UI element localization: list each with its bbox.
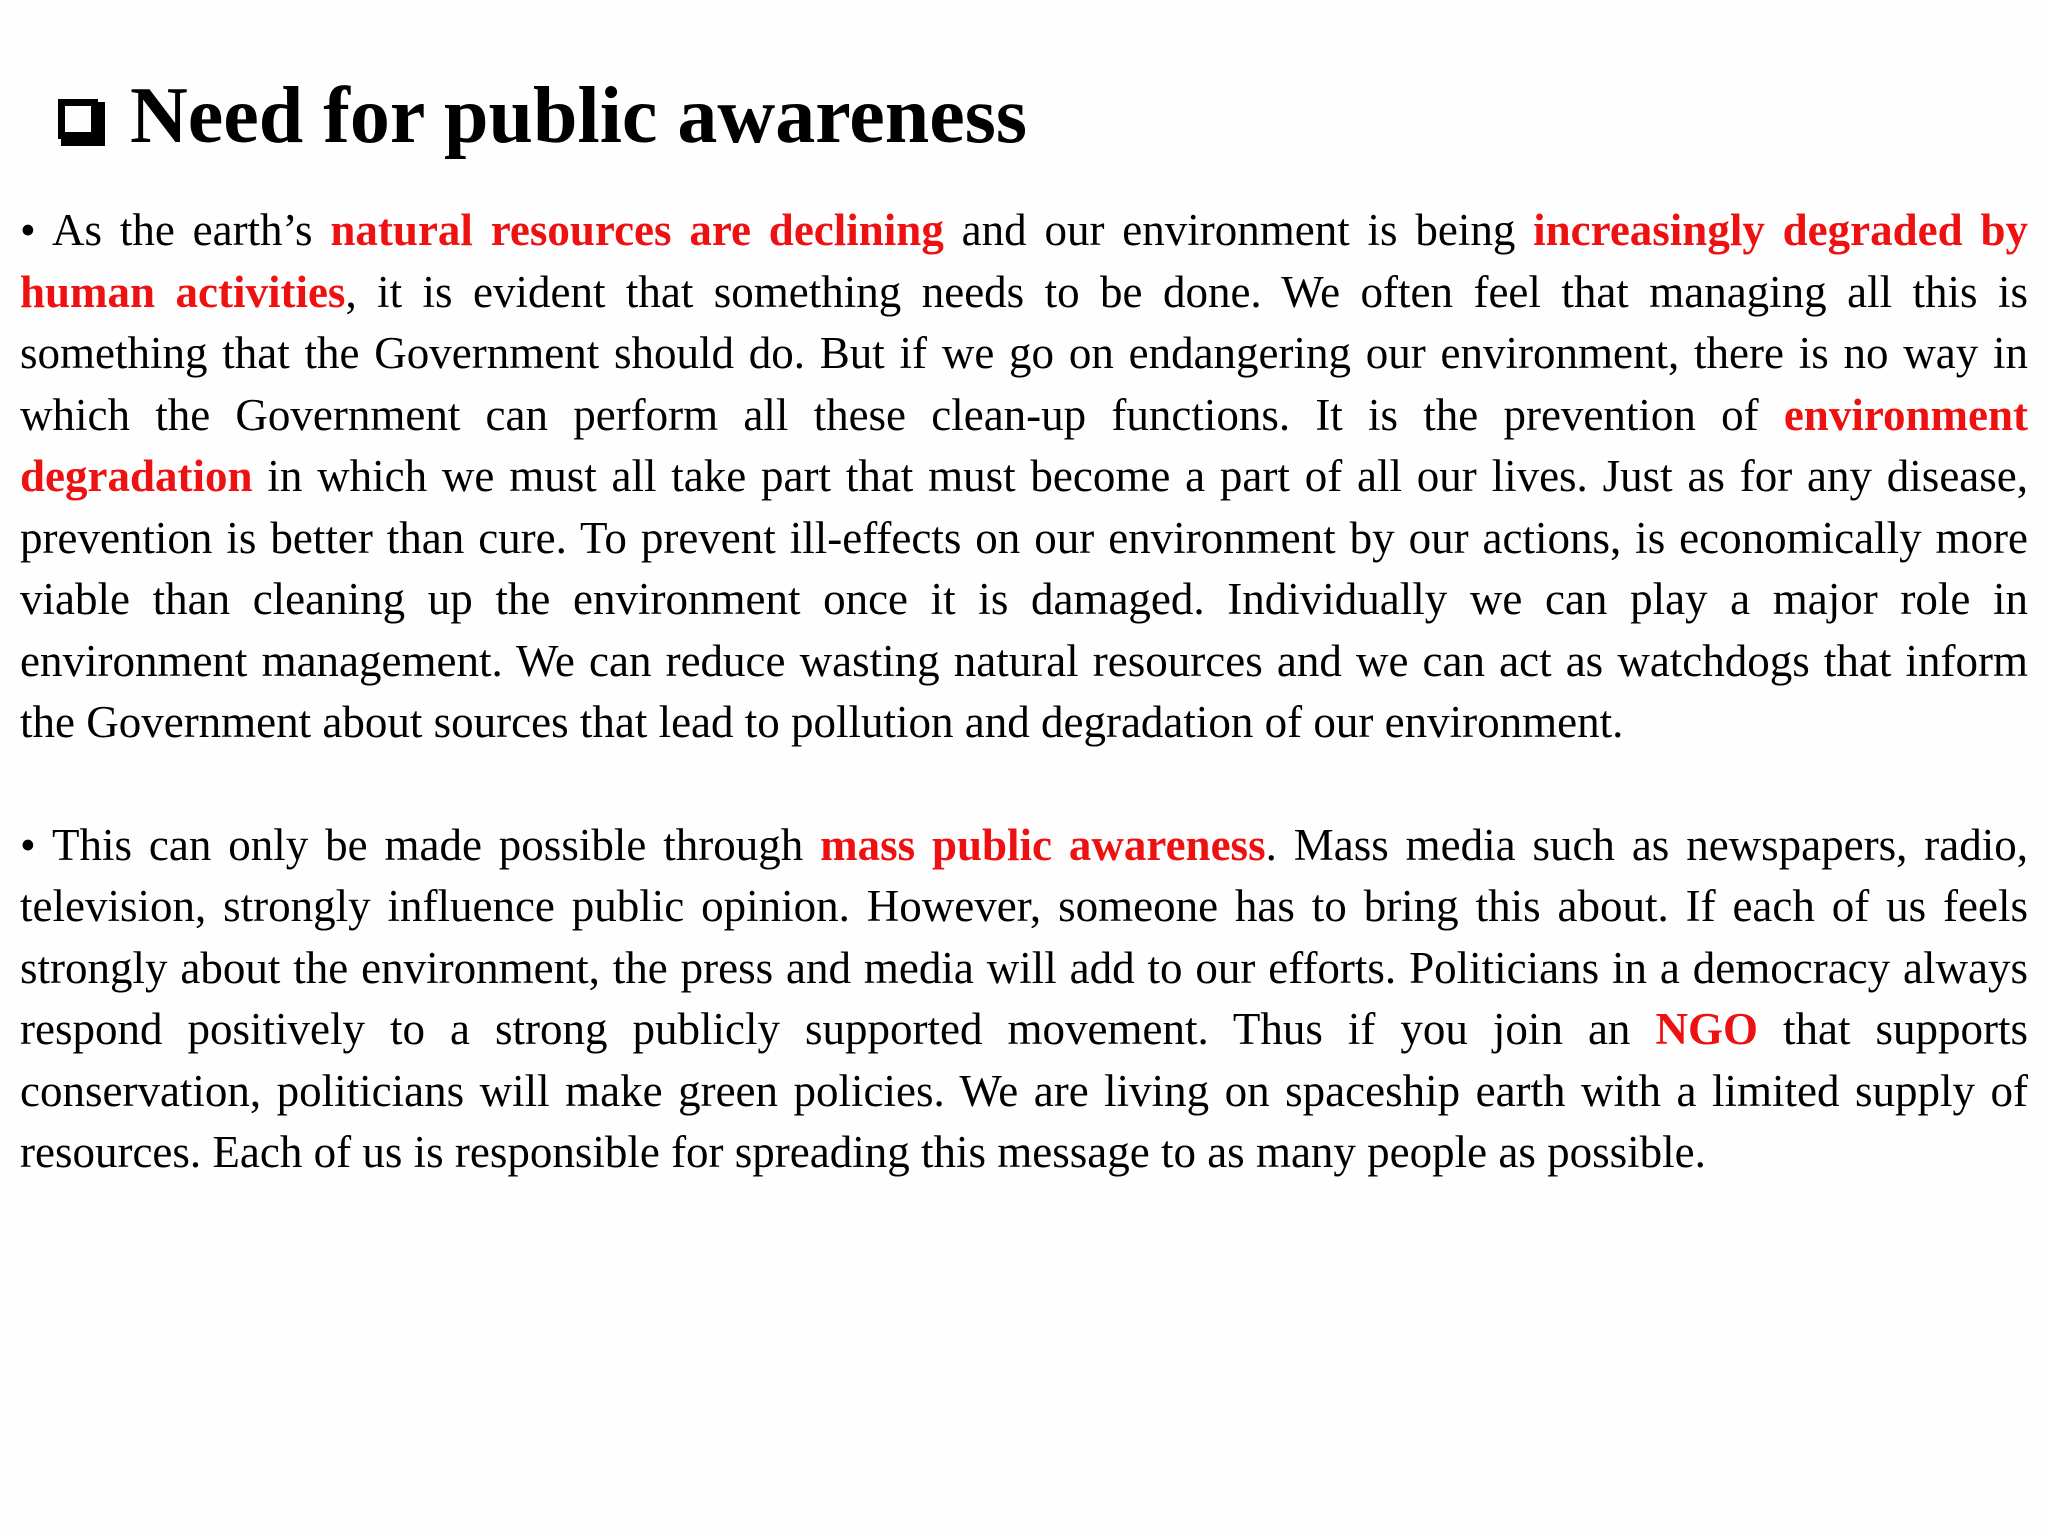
paragraph-1-text-2: and our environment is being (943, 205, 1534, 255)
paragraph-2-text-1: This can only be made possible through (52, 819, 821, 870)
slide-title (58, 68, 1027, 164)
checkbox-square-icon (58, 99, 98, 139)
paragraph-1 (20, 200, 2028, 754)
highlight-mass-public-awareness: mass public awareness (820, 819, 1266, 870)
paragraph-2-text-3: that supports conservation, politicians will make green policies. We are living on spaceship earth with a limited supply of resources. Each of us is responsible for spreading this message to as many people as possible. (20, 1004, 2028, 1177)
paragraph-1-text-1: As the earth’s (52, 205, 331, 255)
paragraph-2-text-2: . Mass media such as newspapers, radio, television, strongly influence public opinion. However, someone has to bring this about. If each of us feels strongly about the environment, the press and media will add to our efforts. Politicians in a democracy always respond positively to a strong publicly supported movement. Thus if you join an (20, 819, 2028, 1054)
paragraph-2 (20, 815, 2028, 1184)
paragraph-1-text-3: , it is evident that something needs to be done. We often feel that managing all this is something that the Government should do. But if we go on endangering our environment, there is no way in which the Government can perform all these clean-up functions. It is the prevention of (20, 266, 2028, 440)
highlight-environment-degradation: environment degradation (20, 389, 2028, 501)
bullet: • (20, 205, 36, 255)
slide-title-text: Need for public awareness (130, 72, 1028, 160)
paragraph-1-text-4: in which we must all take part that must become a part of all our lives. Just as for any disease, prevention is better than cure. To prevent ill-effects on our environment by our actions, is economically more viable than cleaning up the environment once it is damaged. Individually we can play a major role in environment management. We can reduce wasting natural resources and we can act as watchdogs that inform the Government about sources that lead to pollution and degradation of our environment. (20, 451, 2028, 747)
highlight-ngo: NGO (1655, 1004, 1758, 1054)
slide-body (20, 200, 2028, 1184)
highlight-degraded-by-human-activities: increasingly degraded by human activities (20, 205, 2029, 317)
bullet: • (20, 819, 36, 870)
highlight-natural-resources: natural resources are declining (330, 205, 944, 255)
